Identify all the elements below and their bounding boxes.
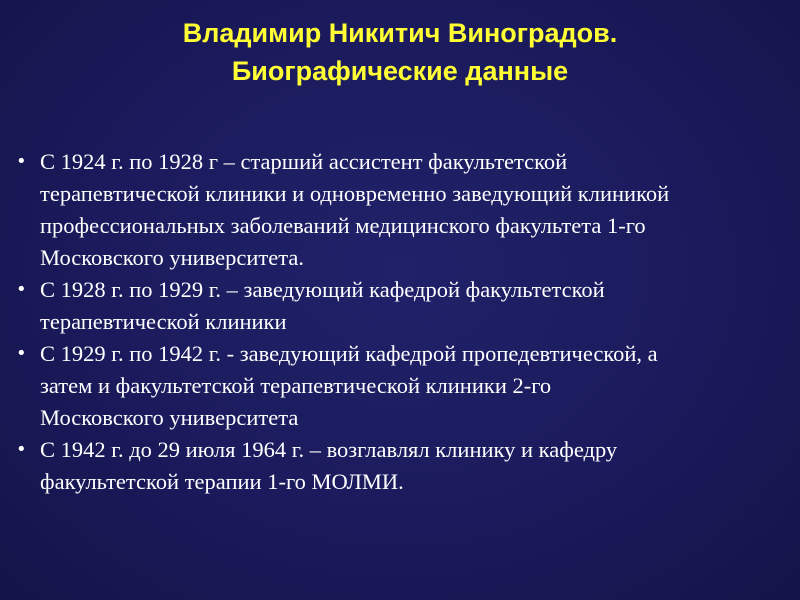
title-line-2: Биографические данные bbox=[231, 56, 569, 86]
list-item-line: Московского университета. bbox=[40, 245, 304, 270]
bullet-icon: • bbox=[16, 279, 27, 300]
list-item-line: Московского университета bbox=[40, 405, 299, 430]
list-item-1929-1942 bbox=[14, 338, 784, 434]
list-item-1928-1929 bbox=[14, 274, 784, 338]
list-item-line: С 1942 г. до 29 июля 1964 г. – возглавлял клинику и кафедру bbox=[40, 437, 618, 462]
list-item-line: С 1929 г. по 1942 г. - заведующий кафедрой пропедевтической, а bbox=[40, 341, 658, 366]
list-item-line: профессиональных заболеваний медицинского факультета 1-го bbox=[40, 213, 646, 238]
list-item-line: терапевтической клиники и одновременно заведующий клиникой bbox=[40, 181, 670, 206]
biography-list bbox=[14, 146, 784, 498]
list-item-1942-1964 bbox=[14, 434, 784, 498]
list-item-line: факультетской терапии 1-го МОЛМИ. bbox=[40, 469, 404, 494]
list-item-1924-1928 bbox=[14, 146, 784, 274]
list-item-line: С 1924 г. по 1928 г – старший ассистент факультетской bbox=[40, 149, 568, 174]
bullet-icon: • bbox=[16, 343, 27, 364]
title-line-1: Владимир Никитич Виноградов. bbox=[182, 18, 618, 48]
list-item-line: терапевтической клиники bbox=[40, 309, 287, 334]
slide-title bbox=[0, 14, 800, 90]
list-item-line: С 1928 г. по 1929 г. – заведующий кафедрой факультетской bbox=[40, 277, 605, 302]
list-item-line: затем и факультетской терапевтической клиники 2-го bbox=[40, 373, 552, 398]
bullet-icon: • bbox=[16, 151, 27, 172]
bullet-icon: • bbox=[16, 439, 27, 460]
